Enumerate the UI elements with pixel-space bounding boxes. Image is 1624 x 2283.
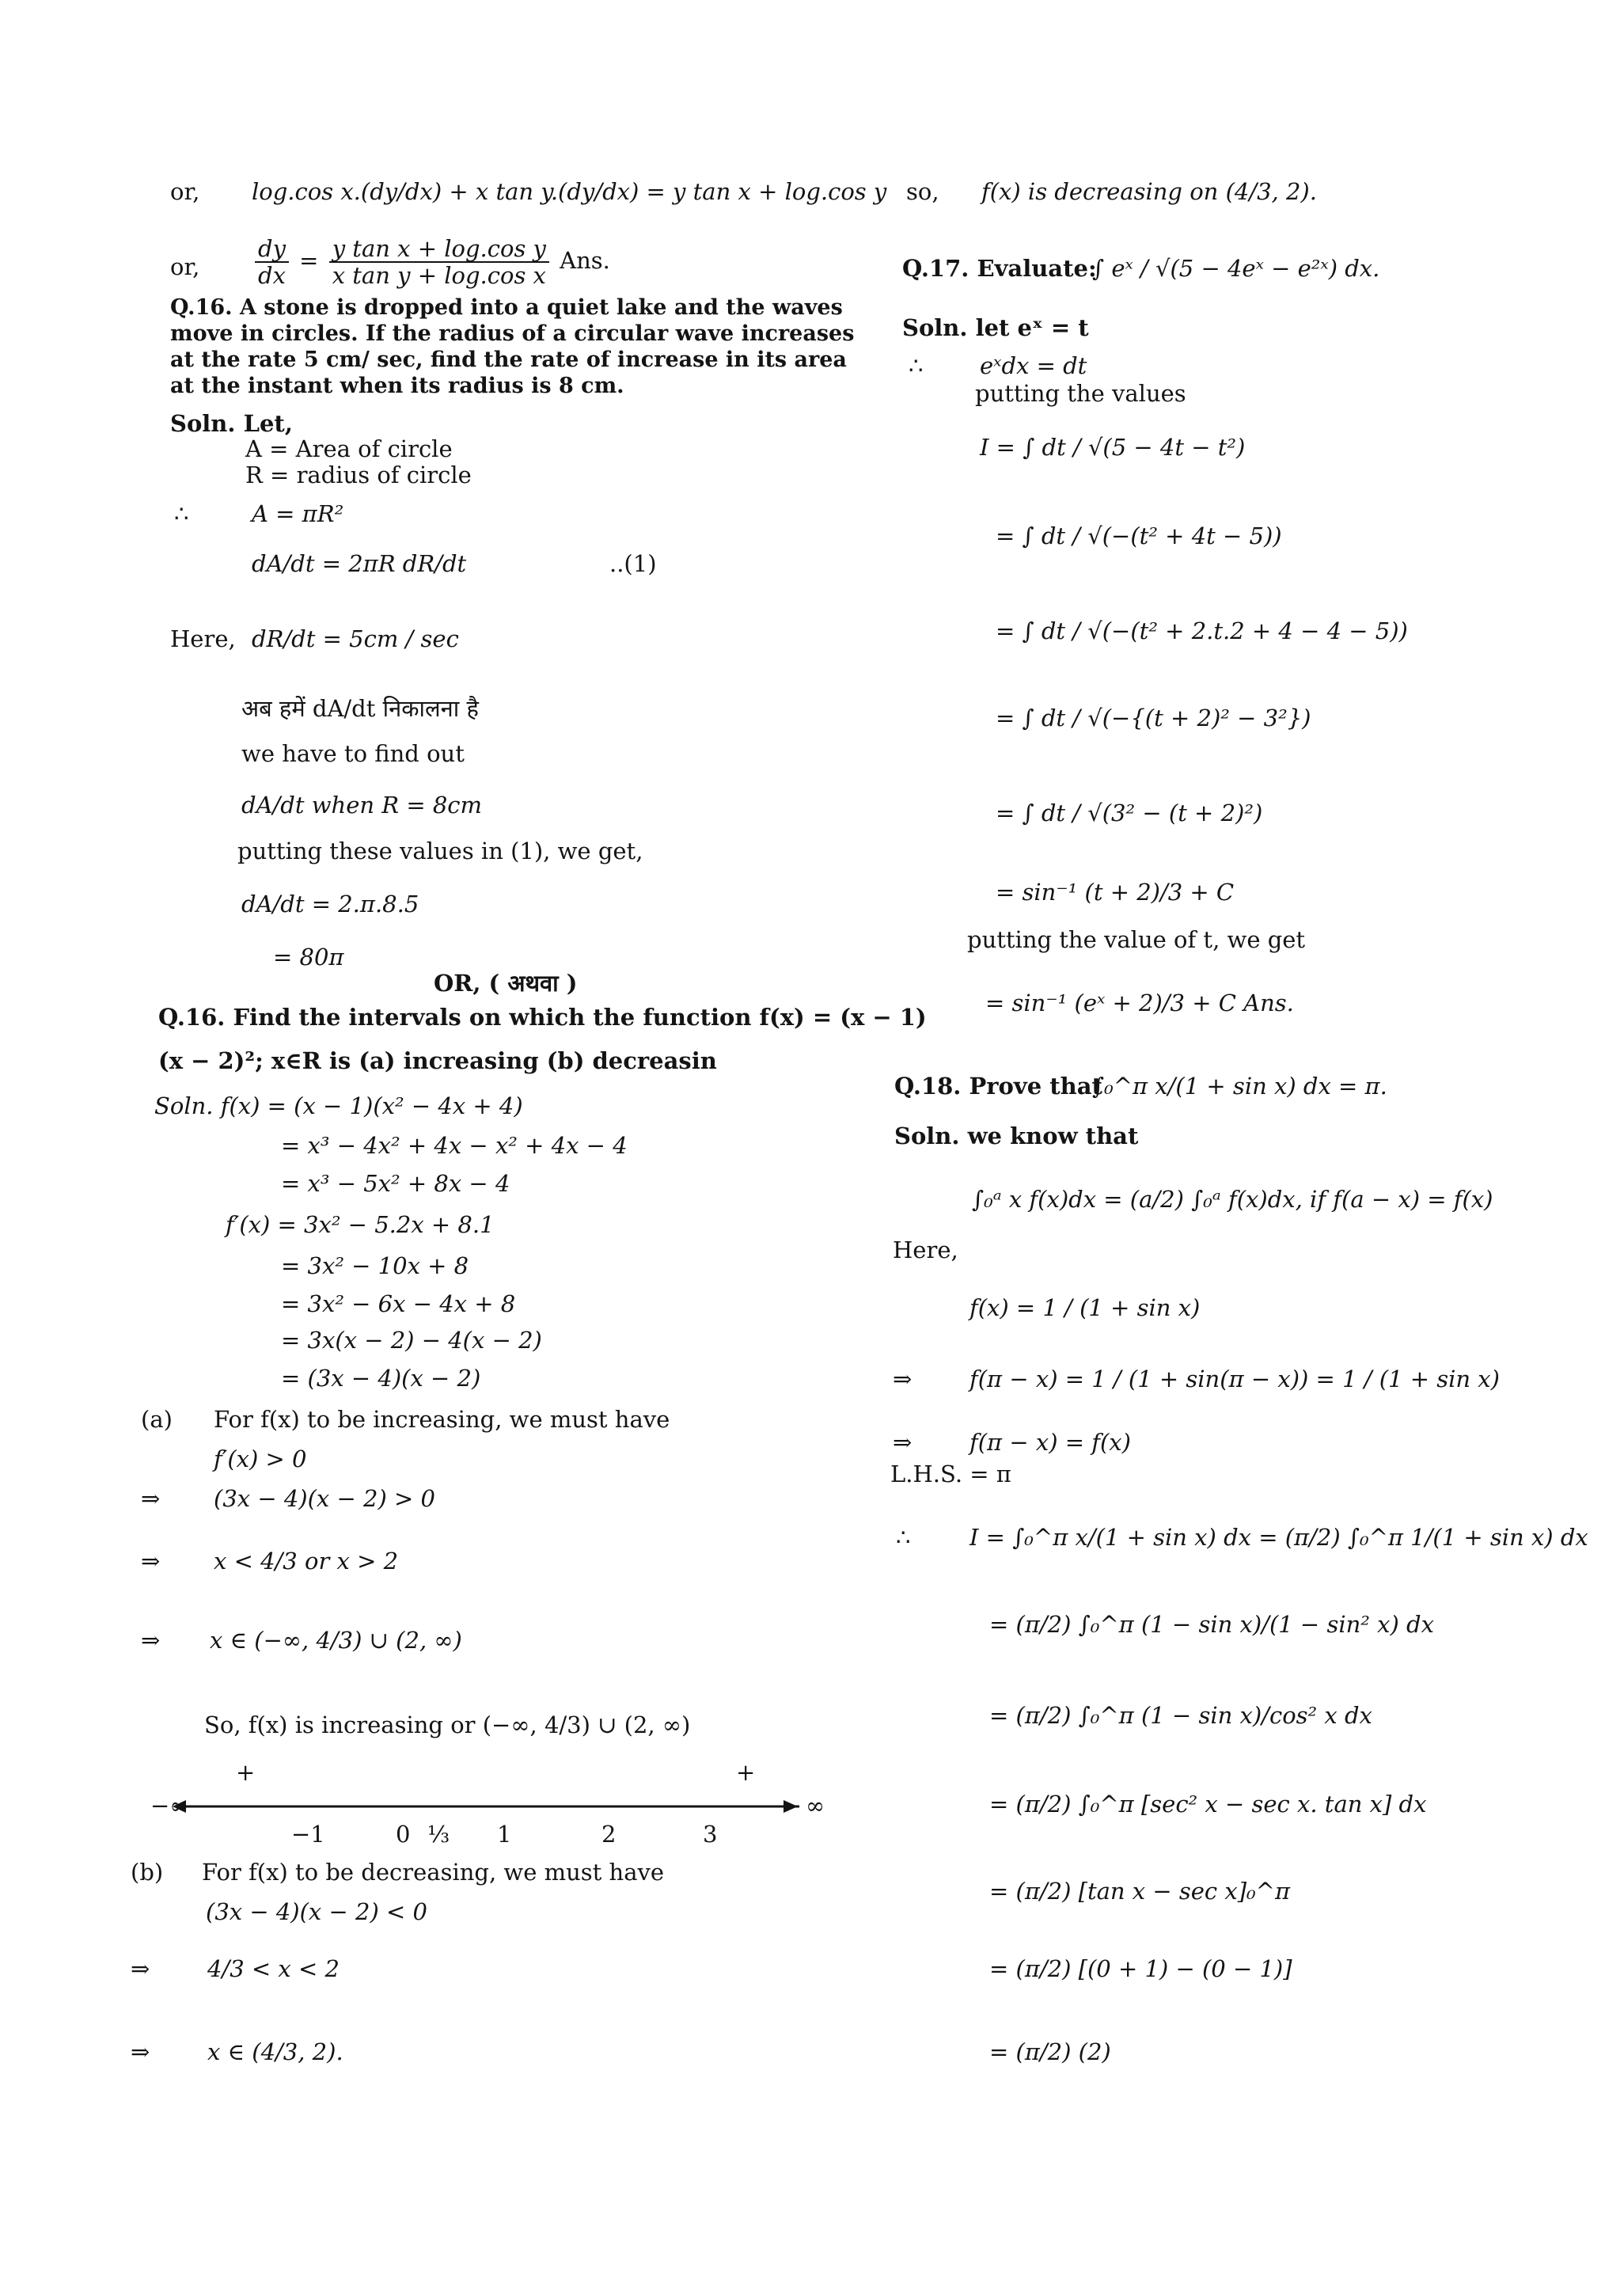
- sol18-step-5: = (π/2) [tan x − sec x]₀^π: [989, 1878, 1291, 1905]
- number-line-tick-2: 2: [601, 1821, 617, 1848]
- solution-step-2: = x³ − 4x² + 4x − x² + 4x − 4: [281, 1132, 628, 1159]
- equation-line-2: $\frac{dy}{dx}$ = $\frac{\text{y tan x + log.cos y}}{\text{x tan y + log.cos x}}$ Ans.: [252, 236, 610, 288]
- solution-step-5: = 3x² − 10x + 8: [281, 1252, 469, 1279]
- question-18-expression: ∫₀^π x/(1 + sin x) dx = π.: [1092, 1073, 1387, 1100]
- solution-step-7: = 3x(x − 2) − 4(x − 2): [281, 1327, 542, 1354]
- sol17-step-6: = ∫ dt / √(−{(t + 2)² − 3²}): [996, 705, 1311, 731]
- solution-step-6: = 3x² − 6x − 4x + 8: [281, 1290, 516, 1317]
- lhs-label: L.H.S. = π: [890, 1461, 1011, 1487]
- sol18-step-2: = (π/2) ∫₀^π (1 − sin x)/(1 − sin² x) dx: [989, 1611, 1434, 1638]
- here-label: Here,: [170, 625, 236, 652]
- calc-line-1: dA/dt = 2.π.8.5: [241, 891, 419, 917]
- therefore-18: ∴: [896, 1524, 911, 1551]
- rate-radius: dR/dt = 5cm / sec: [252, 625, 459, 652]
- sol18-step-7: = (π/2) (2): [989, 2038, 1111, 2065]
- question-18-label: Q.18. Prove that: [894, 1073, 1102, 1100]
- implies-r2: ⇒: [893, 1429, 913, 1456]
- number-line-arrow-right: [784, 1800, 798, 1813]
- part-a-step-4: x ∈ (−∞, 4/3) ∪ (2, ∞): [210, 1627, 462, 1654]
- implies-2: ⇒: [141, 1548, 161, 1575]
- known-property: ∫₀ᵃ x f(x)dx = (a/2) ∫₀ᵃ f(x)dx, if f(a − x) = f(x): [972, 1186, 1493, 1213]
- sol17-step-9: putting the value of t, we get: [967, 926, 1306, 953]
- question-17-label: Q.17. Evaluate:: [902, 255, 1097, 282]
- rhs-num: y tan x + log.cos y: [329, 236, 549, 263]
- let-radius: R = radius of circle: [245, 462, 472, 488]
- so-label: so,: [906, 178, 939, 205]
- number-line-tick-3: 3: [703, 1821, 718, 1848]
- f-of-x: f(x) = 1 / (1 + sin x): [969, 1294, 1201, 1321]
- number-line-plus-left: +: [236, 1759, 256, 1786]
- or-label-2: or,: [170, 253, 200, 280]
- here-label-18: Here,: [893, 1236, 958, 1263]
- solution-label: Soln. Let,: [170, 410, 293, 437]
- solution-step-3: = x³ − 5x² + 8x − 4: [281, 1170, 510, 1197]
- part-a-conclusion: So, f(x) is increasing or (−∞, 4/3) ∪ (2, ∞): [204, 1711, 691, 1738]
- sol18-step-1: I = ∫₀^π x/(1 + sin x) dx = (π/2) ∫₀^π 1/(1 + sin x) dx: [969, 1524, 1588, 1551]
- solution-17-label: Soln. let eˣ = t: [902, 314, 1089, 341]
- or-label-1: or,: [170, 178, 200, 205]
- implies-r1: ⇒: [893, 1366, 913, 1392]
- equation-line-1: log.cos x.(dy/dx) + x tan y.(dy/dx) = y tan x + log.cos y: [252, 178, 887, 205]
- implies-1: ⇒: [141, 1485, 161, 1512]
- part-b-step-2: 4/3 < x < 2: [207, 1955, 340, 1982]
- number-line-tick-neg-inf: −∞: [150, 1792, 189, 1819]
- dx-den: dx: [258, 262, 286, 289]
- when-condition: dA/dt when R = 8cm: [241, 792, 483, 819]
- number-line-tick-pos-inf: ∞: [806, 1792, 825, 1819]
- calc-line-2: = 80π: [273, 944, 344, 971]
- therefore-17: ∴: [909, 352, 924, 379]
- solution-18-label: Soln. we know that: [894, 1123, 1139, 1149]
- question-16a: Q.16. A stone is dropped into a quiet lake and the waves move in circles. If the radius of a circular wave increases at the rate 5 cm/ sec, find the rate of increase in its area at the instant when its radius is 8 cm.: [170, 295, 855, 398]
- implies-4: ⇒: [131, 1955, 150, 1982]
- area-formula: A = πR²: [252, 500, 344, 527]
- number-line-tick-third: ⅓: [427, 1821, 450, 1848]
- ans-label: Ans.: [560, 247, 610, 274]
- sol17-step-3: I = ∫ dt / √(5 − 4t − t²): [980, 434, 1246, 461]
- part-b-step-1: (3x − 4)(x − 2) < 0: [206, 1898, 427, 1925]
- question-16b-line-1: Q.16. Find the intervals on which the function f(x) = (x − 1): [158, 1004, 927, 1031]
- number-line-tick-minus-1: −1: [291, 1821, 325, 1848]
- sol17-step-1: eˣdx = dt: [980, 352, 1087, 379]
- or-hindi-divider: OR, ( अथवा ): [434, 970, 578, 997]
- part-a-step-1: f′(x) > 0: [214, 1445, 307, 1472]
- number-line: [150, 1791, 799, 1838]
- sol17-step-2: putting the values: [975, 380, 1186, 407]
- sol17-step-10: = sin⁻¹ (eˣ + 2)/3 + C Ans.: [985, 990, 1294, 1016]
- implies-3: ⇒: [141, 1627, 161, 1654]
- putting-values-text: putting these values in (1), we get,: [237, 838, 643, 864]
- sol17-step-7: = ∫ dt / √(3² − (t + 2)²): [996, 800, 1263, 826]
- decreasing-conclusion: f(x) is decreasing on (4/3, 2).: [981, 178, 1317, 205]
- let-area: A = Area of circle: [245, 435, 453, 462]
- implies-5: ⇒: [131, 2038, 150, 2065]
- sol18-step-4: = (π/2) ∫₀^π [sec² x − sec x. tan x] dx: [989, 1791, 1427, 1818]
- hindi-line: अब हमें dA/dt निकालना है: [241, 695, 479, 722]
- sol17-step-8: = sin⁻¹ (t + 2)/3 + C: [996, 879, 1235, 906]
- f-symmetry: f(π − x) = f(x): [969, 1429, 1131, 1456]
- rhs-den: x tan y + log.cos x: [332, 262, 546, 289]
- question-16b-line-2: (x − 2)²; x∈R is (a) increasing (b) decreasin: [158, 1047, 717, 1074]
- part-a-step-2: (3x − 4)(x − 2) > 0: [214, 1485, 435, 1512]
- sol18-step-3: = (π/2) ∫₀^π (1 − sin x)/cos² x dx: [989, 1702, 1372, 1729]
- find-out-text: we have to find out: [241, 740, 465, 767]
- solution-step-1: Soln. f(x) = (x − 1)(x² − 4x + 4): [154, 1092, 523, 1119]
- equation-tag-1: ..(1): [609, 550, 657, 577]
- dy-num: dy: [255, 236, 289, 263]
- number-line-tick-1: 1: [497, 1821, 512, 1848]
- sol18-step-6: = (π/2) [(0 + 1) − (0 − 1)]: [989, 1955, 1292, 1982]
- number-line-plus-right: +: [736, 1759, 756, 1786]
- part-b-step-3: x ∈ (4/3, 2).: [207, 2038, 343, 2065]
- part-a-text: For f(x) to be increasing, we must have: [214, 1406, 670, 1433]
- solution-step-4: f′(x) = 3x² − 5.2x + 8.1: [226, 1211, 495, 1238]
- therefore-symbol: ∴: [174, 500, 189, 527]
- part-b-text: For f(x) to be decreasing, we must have: [202, 1859, 665, 1886]
- f-pi-minus-x: f(π − x) = 1 / (1 + sin(π − x)) = 1 / (1 + sin x): [969, 1366, 1500, 1392]
- number-line-tick-0: 0: [396, 1821, 411, 1848]
- derivative-eq-1: dA/dt = 2πR dR/dt: [252, 550, 467, 577]
- part-a-label: (a): [141, 1406, 173, 1433]
- part-a-step-3: x < 4/3 or x > 2: [214, 1548, 399, 1575]
- question-17-expression: ∫ eˣ / √(5 − 4eˣ − e²ˣ) dx.: [1092, 255, 1380, 282]
- solution-step-8: = (3x − 4)(x − 2): [281, 1365, 481, 1392]
- sol17-step-5: = ∫ dt / √(−(t² + 2.t.2 + 4 − 4 − 5)): [996, 617, 1408, 644]
- part-b-label: (b): [131, 1859, 164, 1886]
- sol17-step-4: = ∫ dt / √(−(t² + 4t − 5)): [996, 522, 1282, 549]
